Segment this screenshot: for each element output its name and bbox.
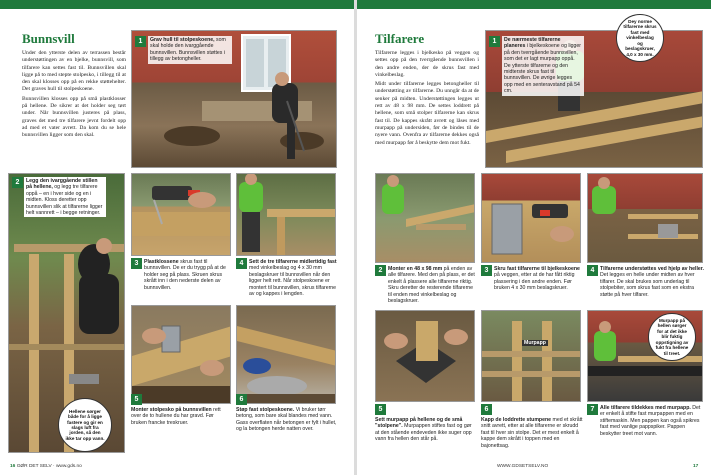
right-page-number: 17: [693, 464, 699, 469]
right-intro-text: [375, 50, 479, 149]
right-step-4-illustration: [588, 174, 703, 263]
step-5-photo: [131, 305, 231, 404]
right-step-2-illustration: [376, 174, 475, 263]
step-6-caption-text: Vi bruker tørr betong, som bare skal blandes med vann. Gass overflaten når betongen er fylt i hullet, og la betongen herde natten over.: [236, 407, 337, 433]
step-3-number: 3: [131, 258, 142, 269]
step-6-photo: [236, 305, 336, 404]
right-step-6-illustration: [482, 311, 581, 402]
right-step-5-illustration: [376, 311, 475, 402]
step-6-caption: [236, 407, 338, 433]
left-intro-text: [22, 50, 126, 142]
right-step-2-caption-title: Monter en 48 x 98 mm: [388, 266, 443, 272]
step-6-number: 6: [236, 394, 247, 405]
right-step-4-caption-text: Det legges en helle under midten av hver tilfarer. De skal brukes som underlag til stolpebiter, som skrus fast som en ekstra støtte på hver tilfarer.: [600, 272, 695, 298]
right-step-2-photo: [375, 173, 475, 263]
right-footer-url: WWW.GDSETSELV.NO: [497, 464, 549, 469]
step-4-photo: [236, 173, 336, 256]
step-3-caption: [144, 259, 231, 291]
step-1-caption-title: Grav hull til stolpeskoene,: [150, 37, 215, 43]
step-4-illustration: [237, 174, 336, 256]
step-5-caption: [131, 407, 231, 426]
step-1-number: 1: [135, 36, 146, 47]
left-intro-paragraph-2: Bunnsvillen klosses opp på små plastklosser på hellene. De sikrer at det holder seg tørt under. Når bunnsvillen justeres på plass, graves det med tre tilfarere jevnt fordelt opp ad med et vater avrett. Da kom du se hele bunnsvillen ligger som den skal.: [22, 95, 126, 139]
step-4-caption: [249, 259, 339, 297]
right-step-1-caption-title: De nærmeste tilfarerne planeres: [504, 37, 561, 50]
right-step-6-caption: [481, 417, 583, 449]
step-3-illustration: [132, 174, 231, 256]
step-4-caption-text: med vinkelbeslag og 4 x 30 mm beslagskruer til bunnsvillen når den ligger helt rett. Når stolpeskoene er montert til bunnsvillen, skrus tilfarerne av og kappes i lengden.: [249, 265, 337, 298]
right-step-7-caption-title: Alle tilfarere tildekkes med murpapp.: [600, 405, 691, 411]
left-page-top-bar: [0, 0, 354, 9]
right-step-1-caption: [502, 36, 584, 96]
step-1-caption-text: som skal holde den ivarggående bunnsvillen. Bunnsvillen støttes i tillegg av betongheller.: [150, 37, 226, 63]
right-intro-paragraph-1: Tilfarerne legges i bjelkesko på veggen og settes opp på den tverrgående bunnsvillen i den andre enden, der de skrus fast med vinkelbeslag.: [375, 50, 479, 78]
right-step-3-caption-title: Skru fast tilfarerne til bjelkeskoene: [494, 266, 580, 272]
right-step-5-caption-title: Sett murpapp på hellene og de små "stolpene".: [375, 417, 463, 430]
step-2-number: 2: [12, 177, 23, 188]
right-step-2-caption: [388, 266, 478, 304]
right-step-4-caption-title: Tilfarerne understøttes ved hjelp av heller.: [600, 266, 704, 272]
right-step-1-number: 1: [489, 36, 500, 47]
right-step-3-photo: [481, 173, 581, 263]
step-6-caption-title: Støp fast stolpeskoene.: [236, 407, 295, 413]
right-step-7-number: 7: [587, 404, 598, 415]
left-footer-text: GØR DET SELV · www.gds.no: [16, 464, 82, 469]
right-page-title: Tilfarere: [375, 31, 425, 46]
left-tip-bubble: Hellene sørger både for å ligge fastere og gir en slags luft fra jorden, så den ikke tar opp vann.: [58, 398, 112, 452]
step-6-illustration: [237, 306, 336, 404]
right-step-2-number: 2: [375, 265, 386, 276]
right-step-6-caption-text: med et skrått snitt avrett, etter at alle tilfarerne er skrudd fast til hver sin stolpe. Det er mest enkelt å kappe dem skrått i toppen med en bajonettsag.: [481, 417, 583, 449]
right-step-5-caption-text: Murpappen stiftes fast og gør at den stående endeveden ikke suger opp vann fra hellen den står på.: [375, 423, 472, 443]
right-step-5-number: 5: [375, 404, 386, 415]
step-1-caption: [148, 36, 232, 64]
right-step-6-photo: [481, 310, 581, 402]
step-5-caption-title: Monter stolpesko på bunnsvillen: [131, 407, 212, 413]
step-4-number: 4: [236, 258, 247, 269]
right-page-top-bar: [357, 0, 711, 9]
right-step-4-photo: [587, 173, 703, 263]
right-step-3-number: 3: [481, 265, 492, 276]
right-step-1-caption-text: i bjelkeskoene og ligger på den tverrgående bunnsvillen, som det er lagt murpapp oppå. De ytterste tilfarerne og den midterste skrus fast til bunnsvillen. De øvrige legges opp med en senteravstand på 54 cm.: [504, 43, 582, 95]
step-3-photo: [131, 173, 231, 256]
step-2-caption: [24, 177, 106, 217]
left-page-number: 16: [10, 464, 16, 469]
step-5-caption-text: rett over de to hullene du har gravd. Før bruken francke treskruer.: [131, 407, 221, 426]
step-4-caption-title: Sett de tre tilfarerne midlertidig fast: [249, 259, 337, 265]
step-5-illustration: [132, 306, 231, 404]
step-2-caption-text: og legg tre tilfarere oppå – en i hver side og en i midten. Kloss deretter opp bunnsvillen slik at tilfarerne ligger helt vannrett – i begge retninger.: [26, 184, 103, 217]
right-step-7-caption: [600, 405, 704, 437]
right-step-3-caption-text: på veggen, etter at de har fått riktig plassering i den andre enden. Før bruken 4 x 30 mm beslagskruer.: [494, 272, 575, 292]
right-step-6-number: 6: [481, 404, 492, 415]
right-step-4-number: 4: [587, 265, 598, 276]
right-step-7-caption-text: Det er enkelt å stifte fast murpappen med en stiftemaskin. Men pappen kan også spikres fast med vanlige pappspiker. Pappen beskytter treet mot vann.: [600, 405, 701, 437]
step-3-caption-title: Plastklossene: [144, 259, 179, 265]
left-intro-paragraph-1: Under den ytterste delen av terrassen består understøttingen av en bjelke, bunnsvill, som tilfarere kan settes fast til. Bunnsvillen skal ligge på to med stepte stolpesko, i tillegg til at den skal klosses opp på en rekke støttehelter. Det graves hull til stolpeskoene.: [22, 50, 126, 93]
left-page-title: Bunnsvill: [22, 31, 75, 46]
murpapp-label: Murpapp: [524, 340, 546, 346]
step-5-number: 5: [131, 394, 142, 405]
right-top-tip-bubble: Dey norme tilfarerne skrus fast med vinkelbeslag og beslagskruer, 4,0 x 30 mm.: [616, 14, 664, 62]
left-page: [0, 0, 354, 475]
right-step-6-caption-title: Kapp de loddrette stumpene: [481, 417, 552, 423]
right-step-5-photo: [375, 310, 475, 402]
right-step-3-illustration: [482, 174, 581, 263]
right-page: [357, 0, 711, 475]
right-step-4-caption: [600, 266, 704, 298]
right-step-5-caption: [375, 417, 475, 443]
right-intro-paragraph-2: Midt under tilfarerne legges betongheller til understøtting av tilfarerne. Du unngår da at de senker på midten. Understøttingen legges ut rett av 48 x 98 mm. De settes loddrett på hellene, som små stolper tilfarerne kan skrus fast til. De kappes skrått avrett og låses med murpapp på undersiden, før de bindes til de nyere vann. Ovenfra av tilfarerne dekkes også med murpapp før å beskytte dem mot fukt.: [375, 81, 479, 146]
step-3-caption-text: skrus fast til bunnsvillen. De er du trygg på at de holder seg på plass. Skruen skrus skrått inn i den nederste delen av bunnsvillen.: [144, 259, 226, 291]
right-step-2-caption-text: på enden av alle tilfarere. Med den på plass, er det enkelt å plassere alle tilfarerne riktig. Skru deretter de resterende tilfarerne til enden med vinkelbeslag og beslagskruer.: [388, 266, 475, 305]
right-step-3-caption: [494, 266, 584, 292]
left-footer: [10, 464, 82, 469]
right-mid-tip-bubble: Murpapp på hellen sørger for at det ikke blir fuktig oppstigning av fukt fra hellene til treet.: [648, 313, 696, 361]
step-2-caption-title: Legg den ivarggående stillen på hellene,: [26, 178, 98, 191]
